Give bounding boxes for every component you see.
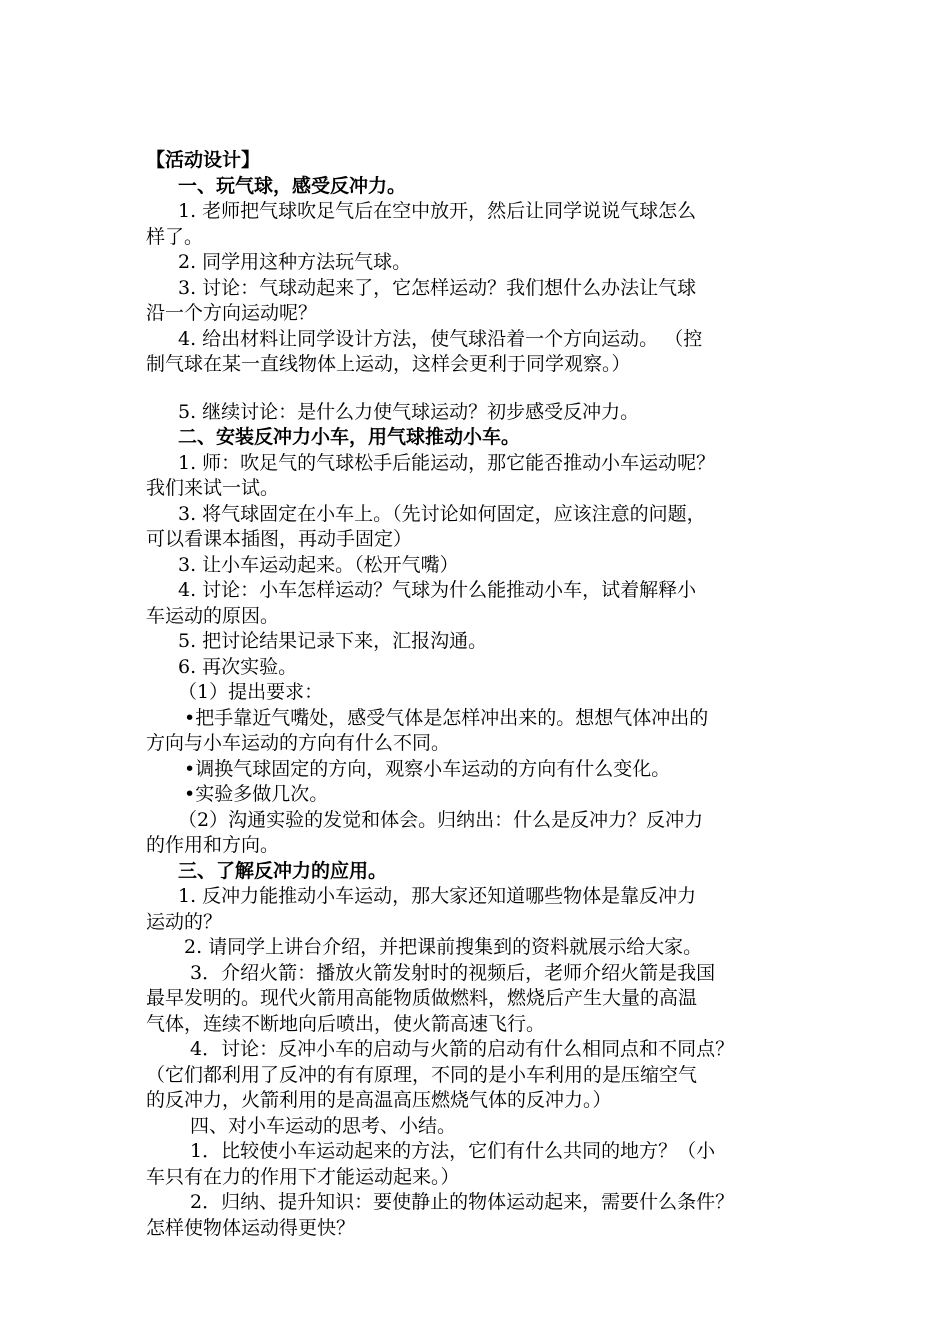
paragraph-line: 4. 讨论：小车怎样运动？气球为什么能推动小车，试着解释小 <box>178 579 697 601</box>
bullet-line: •调换气球固定的方向，观察小车运动的方向有什么变化。 <box>184 757 671 780</box>
paragraph-line: 车运动的原因。 <box>146 604 280 627</box>
paragraph-line: 制气球在某一直线物体上运动，这样会更利于同学观察。） <box>146 353 631 375</box>
paragraph-line: （它们都利用了反冲的有有原理，不同的是小车利用的是压缩空气 <box>146 1063 698 1086</box>
paragraph-line: （1）提出要求： <box>178 681 324 703</box>
document-title: 【活动设计】 <box>146 149 261 171</box>
paragraph-line: 方向与小车运动的方向有什么不同。 <box>146 732 451 754</box>
paragraph-line: 的反冲力，火箭利用的是高温高压燃烧气体的反冲力。） <box>146 1089 612 1111</box>
paragraph-line: 4．讨论：反冲小车的启动与火箭的启动有什么相同点和不同点？ <box>190 1038 735 1060</box>
paragraph-line: 2. 请同学上讲台介绍，并把课前搜集到的资料就展示给大家。 <box>184 936 703 958</box>
paragraph-line: 我们来试一试。 <box>146 477 280 499</box>
paragraph-line: 3．介绍火箭：播放火箭发射时的视频后，老师介绍火箭是我国 <box>190 961 716 984</box>
section-3-heading: 三、了解反冲力的应用。 <box>178 859 388 882</box>
paragraph-line: 怎样使物体运动得更快？ <box>146 1216 356 1239</box>
paragraph-line: 3. 让小车运动起来。（松开气嘴） <box>178 553 459 576</box>
section-1-heading: 一、玩气球，感受反冲力。 <box>178 174 407 197</box>
paragraph-line: 1. 反冲力能推动小车运动，那大家还知道哪些物体是靠反冲力 <box>178 885 697 907</box>
paragraph-line: 1. 老师把气球吹足气后在空中放开，然后让同学说说气球怎么 <box>178 200 697 222</box>
paragraph-line: 2. 同学用这种方法玩气球。 <box>178 251 412 273</box>
paragraph-line: 3. 讨论：气球动起来了，它怎样运动？我们想什么办法让气球 <box>178 276 697 299</box>
paragraph-line: （2）沟通实验的发觉和体会。归纳出：什么是反冲力？反冲力 <box>178 808 704 831</box>
section-4-heading: 四、对小车运动的思考、小结。 <box>190 1114 457 1137</box>
paragraph-line: 6. 再次实验。 <box>178 655 298 678</box>
paragraph-line: 运动的？ <box>146 910 223 933</box>
paragraph-line: 最早发明的。现代火箭用高能物质做燃料，燃烧后产生大量的高温 <box>146 987 698 1009</box>
activity-design-content <box>146 148 818 1241</box>
paragraph-line: 可以看课本插图，再动手固定） <box>146 528 413 550</box>
paragraph-line: 车只有在力的作用下才能运动起来。） <box>146 1165 460 1188</box>
bullet-line: •实验多做几次。 <box>184 783 329 805</box>
paragraph-line: 5. 继续讨论：是什么力使气球运动？初步感受反冲力。 <box>178 400 640 423</box>
bullet-line: •把手靠近气嘴处，感受气体是怎样冲出来的。想想气体冲出的 <box>184 706 709 729</box>
paragraph-line: 4. 给出材料让同学设计方法，使气球沿着一个方向运动。 （控 <box>178 327 703 350</box>
paragraph-line: 气体，连续不断地向后喷出，使火箭高速飞行。 <box>146 1012 546 1035</box>
blank-line <box>146 378 818 400</box>
paragraph-line: 的作用和方向。 <box>146 834 280 856</box>
paragraph-line: 1. 师：吹足气的气球松手后能运动，那它能否推动小车运动呢？ <box>178 451 716 474</box>
paragraph-line: 沿一个方向运动呢？ <box>146 302 318 324</box>
paragraph-line: 样了。 <box>146 225 204 248</box>
paragraph-line: 2．归纳、提升知识：要使静止的物体运动起来，需要什么条件？ <box>190 1191 735 1213</box>
paragraph-line: 1．比较使小车运动起来的方法，它们有什么共同的地方？（小 <box>190 1140 716 1162</box>
paragraph-line: 5. 把讨论结果记录下来，汇报沟通。 <box>178 630 488 652</box>
section-2-heading: 二、安装反冲力小车，用气球推动小车。 <box>178 426 521 448</box>
paragraph-line: 3. 将气球固定在小车上。（先讨论如何固定，应该注意的问题， <box>178 502 706 525</box>
